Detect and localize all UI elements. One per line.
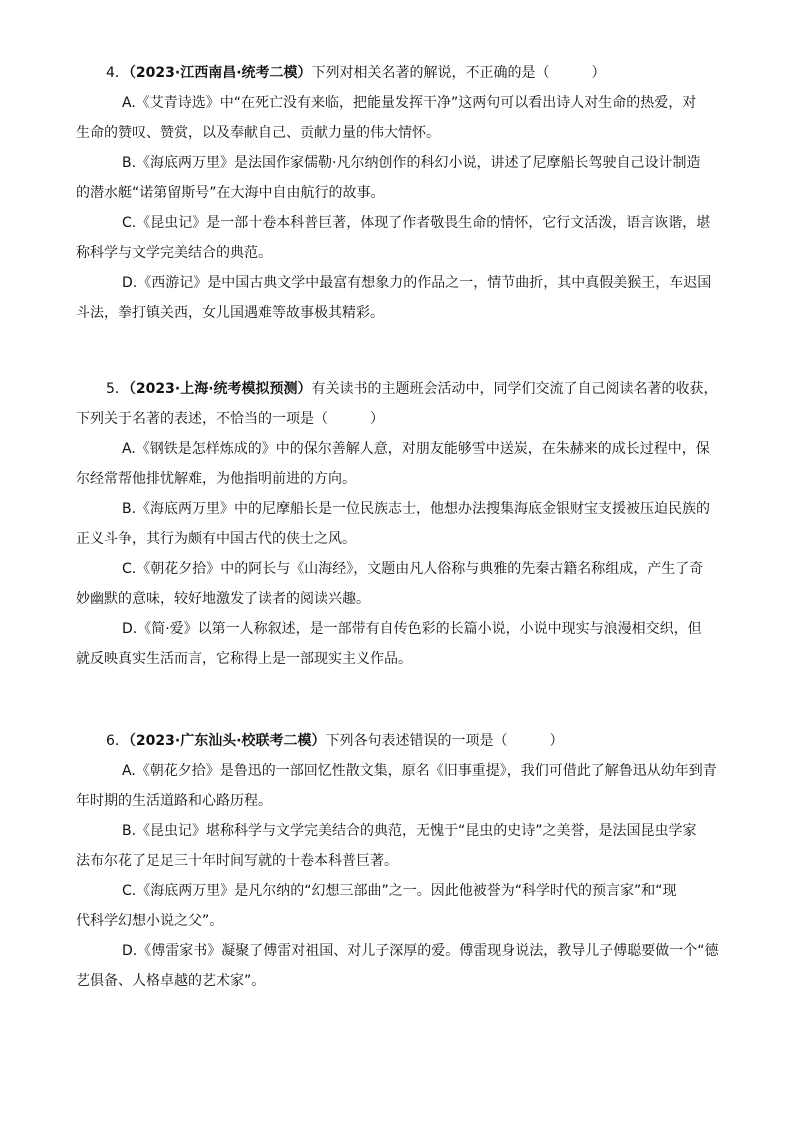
stem-text: 下列各句表述错误的一项是（ ） [325,733,564,749]
option-d: D.《傅雷家书》凝聚了傅雷对祖国、对儿子深厚的爱。傅雷现身说法，教导儿子傅聪要做一个“德 艺俱备、人格卓越的艺术家”。 [76,943,719,989]
option-d: D.《西游记》是中国古典文学中最富有想象力的作品之一，情节曲折，其中真假美猴王，车迟国 斗法，拳打镇关西，女儿国遇难等故事极其精彩。 [76,275,712,321]
option-a: A.《钢铁是怎样炼成的》中的保尔善解人意，对朋友能够雪中送炭，在朱赫来的成长过程中，保 尔经常帮他排忧解难，为他指明前进的方向。 [76,441,710,487]
question-stem [76,726,718,756]
stem-text-continued: 下列关于名著的表述，不恰当的一项是（ ） [76,411,384,427]
option-a: A.《朝花夕拾》是鲁迅的一部回忆性散文集，原名《旧事重提》，我们可借此了解鲁迅从幼年到青 年时期的生活道路和心路历程。 [76,763,717,809]
question-4 [76,58,718,328]
option-a: A.《艾青诗选》中“在死亡没有来临，把能量发挥干净”这两句可以看出诗人对生命的热爱，对 生命的赞叹、赞赏，以及奉献自己、贡献力量的伟大情怀。 [76,95,697,141]
option-c: C.《昆虫记》是一部十卷本科普巨著，体现了作者敬畏生命的情怀，它行文活泼，语言诙谐，堪 称科学与文学完美结合的典范。 [76,215,711,261]
question-source: （2023·上海·统考模拟预测） [128,381,312,397]
option-c: C.《朝花夕拾》中的阿长与《山海经》，文题由凡人俗称与典雅的先秦古籍名称组成，产生了奇 妙幽默的意味，较好地激发了读者的阅读兴趣。 [76,561,704,607]
option-c: C.《海底两万里》是凡尔纳的“幻想三部曲”之一。因此他被誉为“科学时代的预言家”和“现 代科学幻想小说之父”。 [76,883,677,929]
option-b: B.《海底两万里》中的尼摩船长是一位民族志士，他想办法搜集海底金银财宝支援被压迫民族的 正义斗争，其行为颇有中国古代的侠士之风。 [76,501,711,547]
question-5 [76,374,718,674]
question-number: 6． [106,733,129,749]
option-d: D.《简·爱》以第一人称叙述，是一部带有自传色彩的长篇小说，小说中现实与浪漫相交织，但 就反映真实生活而言，它称得上是一部现实主义作品。 [76,621,702,667]
question-source: （2023·江西南昌·统考二模） [128,65,312,81]
question-number: 5． [106,381,129,397]
question-stem [76,374,718,404]
question-6 [76,726,718,996]
option-b: B.《昆虫记》堪称科学与文学完美结合的典范，无愧于“昆虫的史诗”之美誉，是法国昆虫学家 法布尔花了足足三十年时间写就的十卷本科普巨著。 [76,823,697,869]
question-stem [76,58,718,88]
stem-text: 有关读书的主题班会活动中，同学们交流了自己阅读名著的收获， [311,381,718,397]
stem-text: 下列对相关名著的解说，不正确的是（ ） [311,65,606,81]
option-b: B.《海底两万里》是法国作家儒勒·凡尔纳创作的科幻小说，讲述了尼摩船长驾驶自己设计制造 的潜水艇“诺第留斯号”在大海中自由航行的故事。 [76,155,701,201]
question-source: （2023·广东汕头·校联考二模） [128,733,326,749]
question-number: 4． [106,65,129,81]
